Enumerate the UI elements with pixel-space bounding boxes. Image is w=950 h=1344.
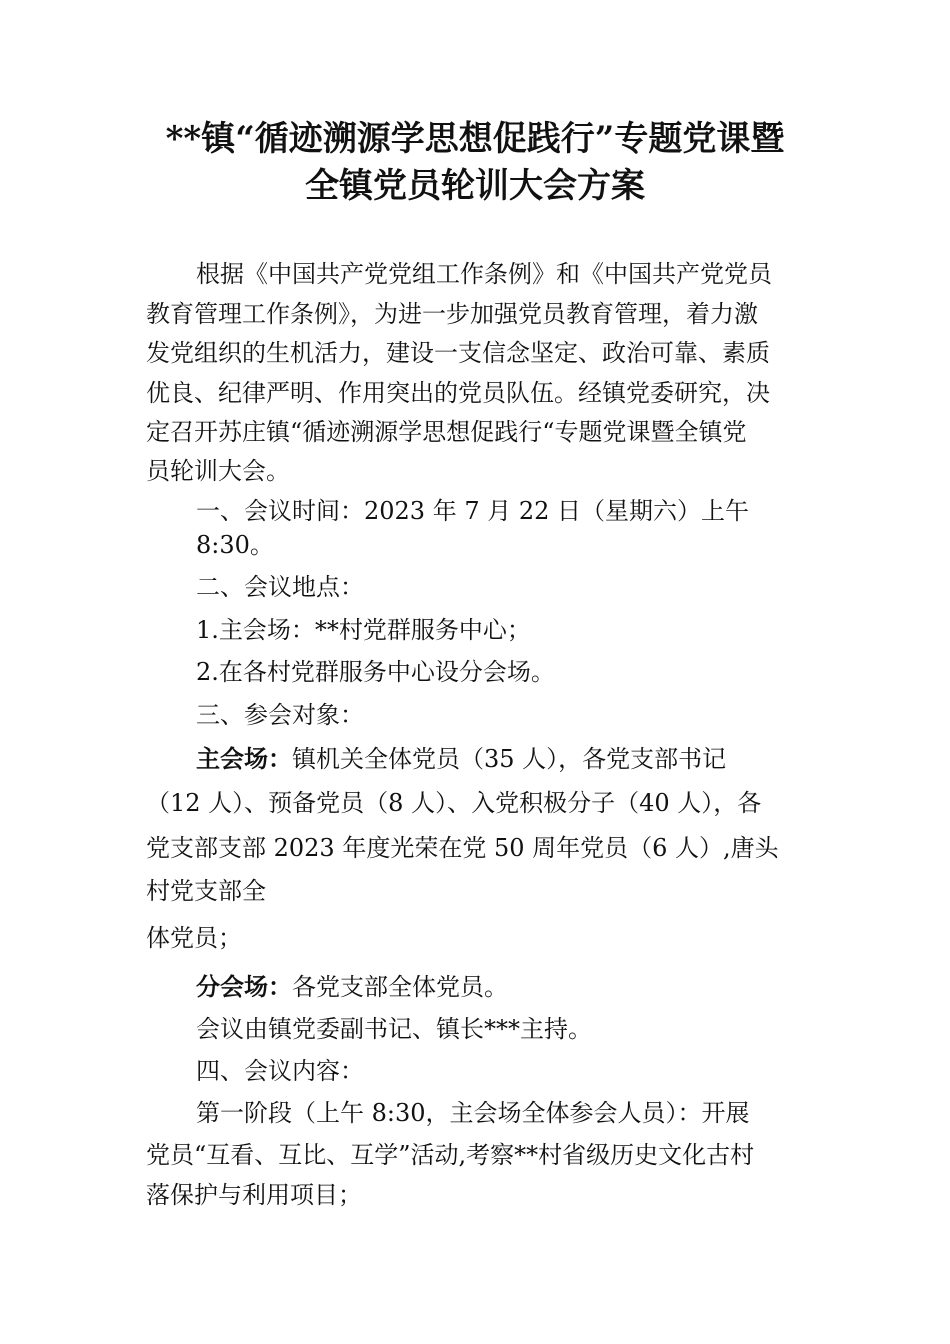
sub-venue-text: 各党支部全体党员。 (292, 973, 508, 1001)
meeting-host: 会议由镇党委副书记、镇长***主持。 (196, 1015, 592, 1043)
main-venue-line-5: 体党员； (146, 924, 242, 952)
intro-line-6: 员轮训大会。 (146, 457, 290, 485)
main-venue-label: 主会场： (196, 745, 292, 773)
meeting-time-line-2: 8:30。 (196, 531, 274, 559)
intro-line-3: 发党组织的生机活力，建设一支信念坚定、政治可靠、素质 (146, 339, 770, 367)
document-title-line-2: 全镇党员轮训大会方案 (305, 166, 645, 206)
main-venue-line-1 (196, 742, 726, 776)
intro-line-1: 根据《中国共产党党组工作条例》和《中国共产党党员 (196, 260, 772, 288)
sub-venue-line (196, 970, 508, 1004)
meeting-time-line-1: 一、会议时间：2023 年 7 月 22 日（星期六）上午 (196, 497, 750, 525)
intro-line-2: 教育管理工作条例》，为进一步加强党员教育管理，着力激 (146, 300, 758, 328)
main-venue-line-4: 村党支部全 (146, 877, 266, 905)
sub-venue-label: 分会场： (196, 973, 292, 1001)
attendees-heading: 三、参会对象： (196, 701, 364, 729)
meeting-place-heading: 二、会议地点： (196, 573, 364, 601)
main-venue-line-2: （12 人）、预备党员（8 人）、入党积极分子（40 人），各 (146, 789, 762, 817)
meeting-content-heading: 四、会议内容： (196, 1057, 364, 1085)
meeting-place-item-1: 1.主会场：**村党群服务中心； (196, 616, 531, 644)
stage-1-line-3: 落保护与利用项目； (146, 1181, 362, 1209)
intro-line-5: 定召开苏庄镇“循迹溯源学思想促践行“专题党课暨全镇党 (146, 418, 747, 446)
stage-1-line-2: 党员“互看、互比、互学”活动,考察**村省级历史文化古村 (146, 1141, 755, 1169)
intro-line-4: 优良、纪律严明、作用突出的党员队伍。经镇党委研究，决 (146, 379, 770, 407)
main-venue-text: 镇机关全体党员（35 人），各党支部书记 (292, 745, 727, 773)
meeting-place-item-2: 2.在各村党群服务中心设分会场。 (196, 658, 555, 686)
stage-1-line-1: 第一阶段（上午 8:30，主会场全体参会人员）：开展 (196, 1099, 750, 1127)
main-venue-line-3: 党支部支部 2023 年度光荣在党 50 周年党员（6 人）,唐头 (146, 834, 779, 862)
document-title-line-1: **镇“循迹溯源学思想促践行”专题党课暨 (165, 119, 785, 159)
